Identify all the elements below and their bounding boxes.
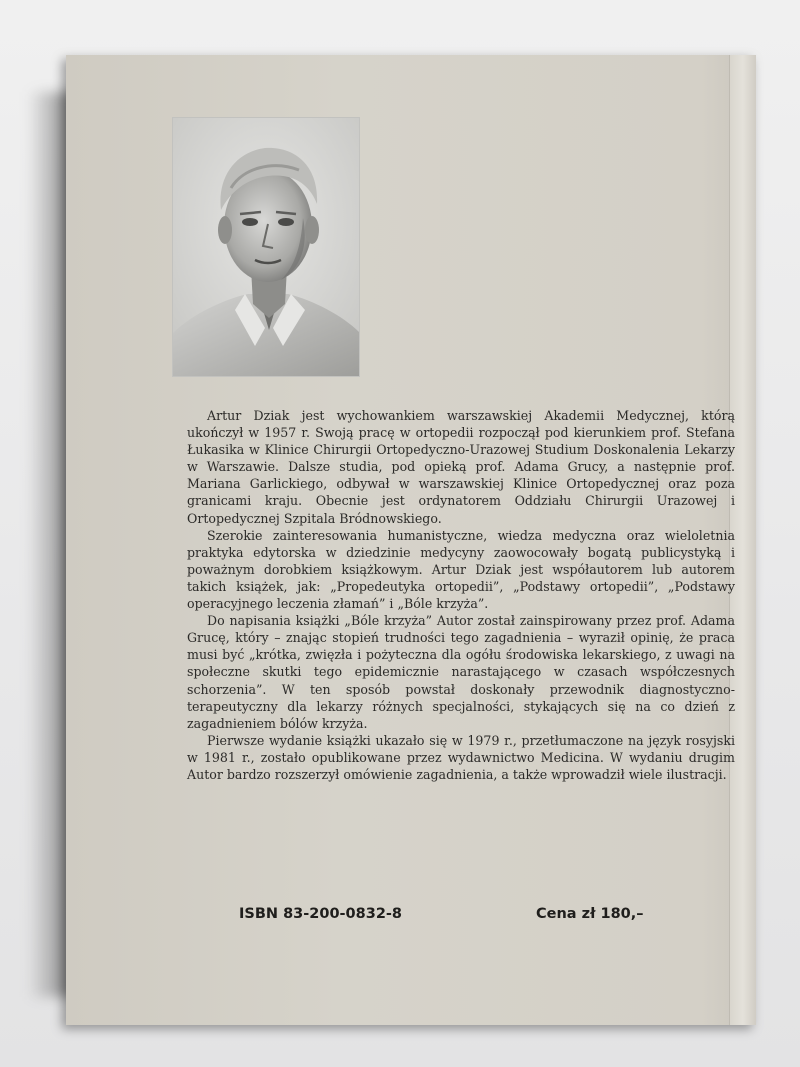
isbn-number: ISBN 83-200-0832-8 — [239, 906, 403, 922]
bio-paragraph: Artur Dziak jest wychowankiem warszawskiej Akademii Medycznej, którą ukończył w 1957 r. Swoją pracę w ortopedii rozpoczął pod kierunkiem prof. Stefana Łukasika w Klinice Chirurgii Ortopedyczno-Urazowej Studium Doskonalenia Lekarzy w Warszawie. Dalsze studia, pod opieką prof. Adama Grucy, a następnie prof. Mariana Garlickiego, odbywał w warszawskiej Klinice Ortopedycznej oraz poza granicami kraju. Obecnie jest ordynatorem Oddziału Chirurgii Urazowej i Ortopedycznej Szpitala Bródnowskiego. — [187, 408, 735, 526]
author-biography — [187, 407, 735, 783]
book-back-cover — [66, 55, 756, 1025]
bio-paragraph: Szerokie zainteresowania humanistyczne, wiedza medyczna oraz wieloletnia praktyka edytorska w dziedzinie medycyny zaowocowały bogatą publicystyką i poważnym dorobkiem książkowym. Artur Dziak jest współautorem lub autorem takich książek, jak: „Propedeutyka ortopedii”, „Podstawy ortopedii”, „Podstawy operacyjnego leczenia złamań” i „Bóle krzyża”. — [187, 527, 735, 612]
author-portrait-drawing — [173, 118, 359, 376]
bio-paragraph: Pierwsze wydanie książki ukazało się w 1979 r., przetłumaczone na język rosyjski w 1981 r., zostało opublikowane przez wydawnictwo Medicina. W wydaniu drugim Autor bardzo rozszerzył omówienie zagadnienia, a także wprowadził wiele ilustracji. — [187, 732, 735, 782]
author-portrait — [172, 117, 360, 377]
price-label: Cena zł 180,– — [536, 906, 644, 922]
bio-paragraph: Do napisania książki „Bóle krzyża” Autor został zainspirowany przez prof. Adama Grucę, który – znając stopień trudności tego zagadnienia – wyraził opinię, że praca musi być „krótka, zwięzła i pożyteczna dla ogółu środowiska lekarskiego, z uwagi na społeczne skutki tego epidemicznie narastającego w czasach współczesnych schorzenia”. W ten sposób powstał doskonały przewodnik diagnostyczno-terapeutyczny dla lekarzy różnych specjalności, stykających się na co dzień z zagadnieniem bólów krzyża. — [187, 613, 735, 731]
